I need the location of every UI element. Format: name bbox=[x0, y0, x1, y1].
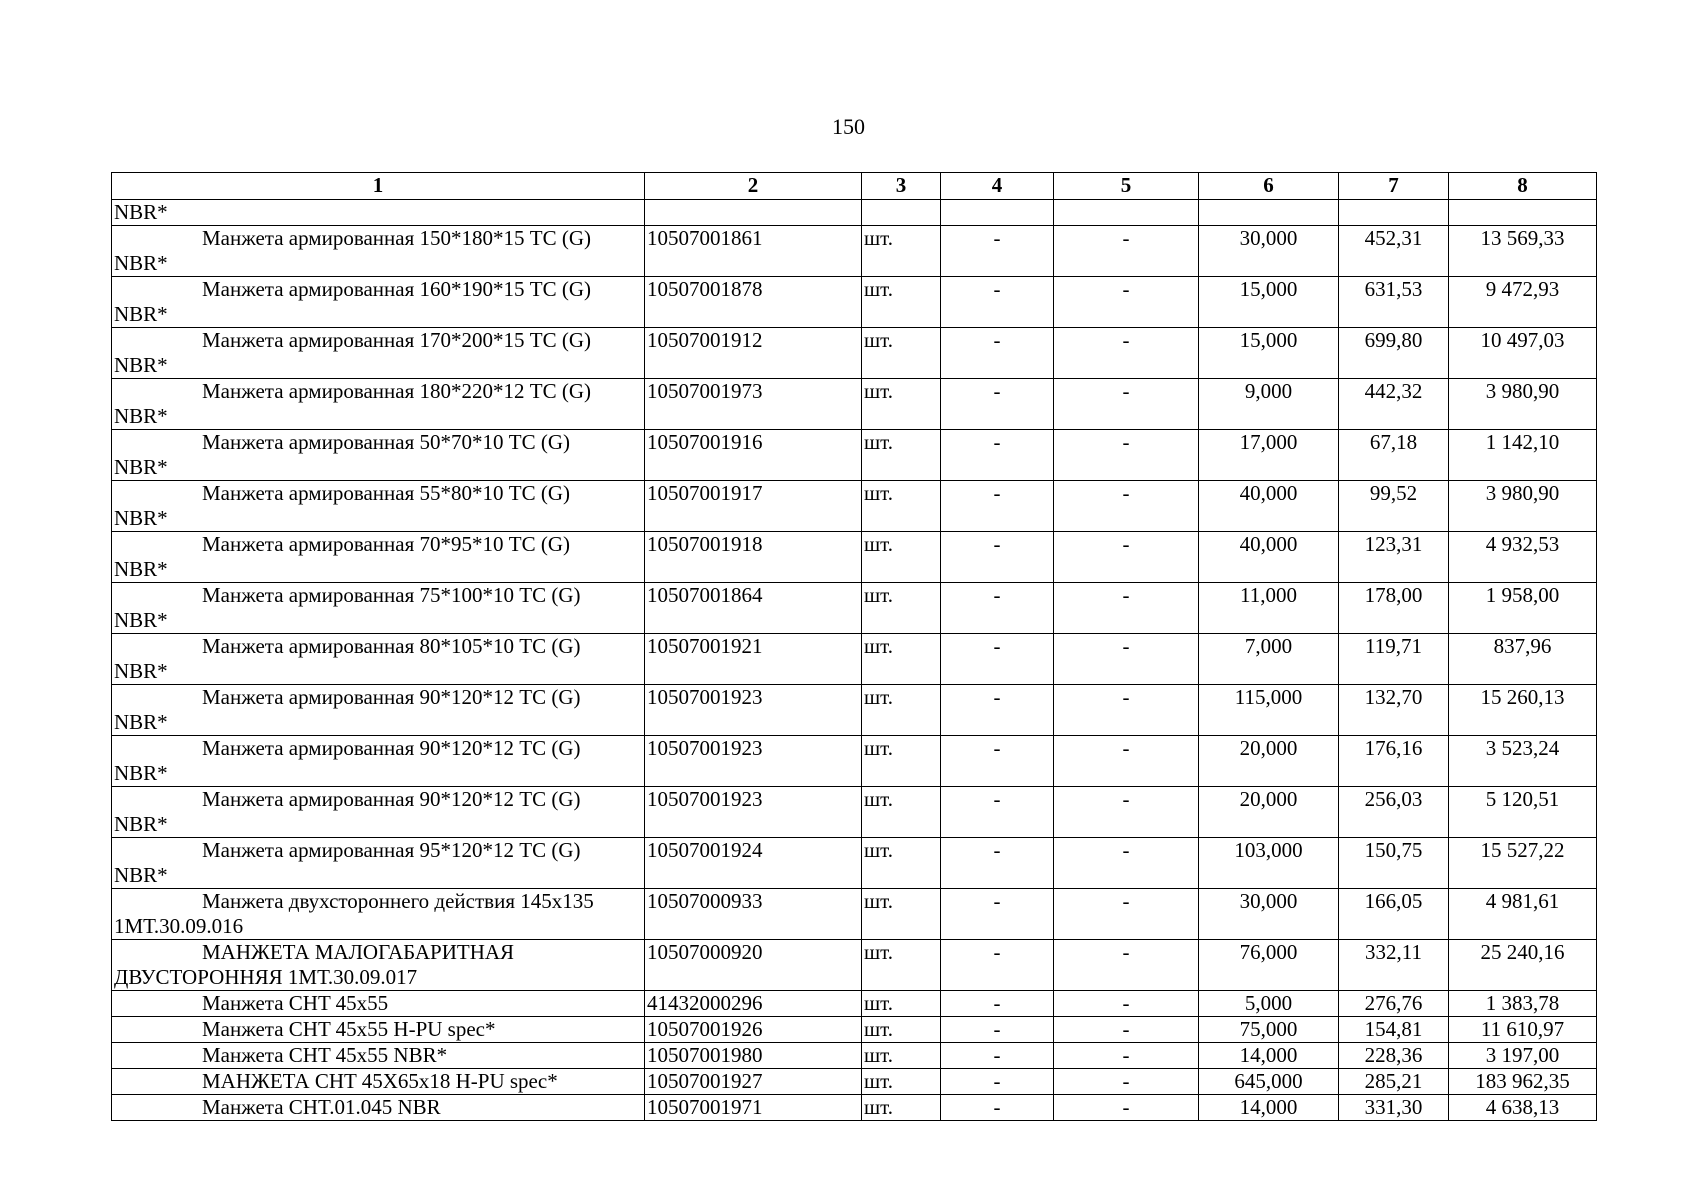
item-quantity: 20,000 bbox=[1199, 736, 1339, 787]
item-name-continuation: ДВУСТОРОННЯЯ 1МТ.30.09.017 bbox=[114, 965, 418, 989]
item-price: 176,16 bbox=[1339, 736, 1449, 787]
item-quantity: 40,000 bbox=[1199, 532, 1339, 583]
item-col4: - bbox=[941, 838, 1054, 889]
item-quantity: 7,000 bbox=[1199, 634, 1339, 685]
column-header: 4 bbox=[941, 173, 1054, 200]
table-row bbox=[112, 991, 1597, 1017]
item-col5: - bbox=[1054, 379, 1199, 430]
item-sum: 3 980,90 bbox=[1449, 379, 1597, 430]
column-header: 3 bbox=[862, 173, 941, 200]
item-col4: - bbox=[941, 685, 1054, 736]
item-name-line: Манжета армированная 150*180*15 TC (G) bbox=[202, 226, 591, 250]
item-unit: шт. bbox=[862, 1069, 941, 1095]
item-unit: шт. bbox=[862, 940, 941, 991]
item-name-line: МАНЖЕТА CHT 45X65x18 H-PU spec* bbox=[202, 1069, 558, 1093]
item-price: 631,53 bbox=[1339, 277, 1449, 328]
item-col5: - bbox=[1054, 685, 1199, 736]
item-name-continuation: NBR* bbox=[114, 608, 168, 632]
item-unit: шт. bbox=[862, 379, 941, 430]
item-col5: - bbox=[1054, 226, 1199, 277]
item-sum: 183 962,35 bbox=[1449, 1069, 1597, 1095]
item-col5: - bbox=[1054, 634, 1199, 685]
column-header: 5 bbox=[1054, 173, 1199, 200]
item-name bbox=[112, 1095, 645, 1121]
item-name-continuation: 1МТ.30.09.016 bbox=[114, 914, 244, 938]
item-col4: - bbox=[941, 1043, 1054, 1069]
item-name-line: Манжета армированная 75*100*10 TC (G) bbox=[202, 583, 581, 607]
item-name bbox=[112, 838, 645, 889]
item-name bbox=[112, 736, 645, 787]
item-quantity: 40,000 bbox=[1199, 481, 1339, 532]
item-col4: - bbox=[941, 991, 1054, 1017]
item-name bbox=[112, 940, 645, 991]
materials-table bbox=[111, 172, 1597, 1121]
item-col4: - bbox=[941, 532, 1054, 583]
item-col4: - bbox=[941, 583, 1054, 634]
item-col5: - bbox=[1054, 889, 1199, 940]
item-name-continuation: NBR* bbox=[114, 302, 168, 326]
item-price: 123,31 bbox=[1339, 532, 1449, 583]
item-sum: 10 497,03 bbox=[1449, 328, 1597, 379]
table-row bbox=[112, 200, 1597, 226]
item-quantity: 76,000 bbox=[1199, 940, 1339, 991]
table-row bbox=[112, 226, 1597, 277]
item-price: 256,03 bbox=[1339, 787, 1449, 838]
item-quantity: 20,000 bbox=[1199, 787, 1339, 838]
item-price: 99,52 bbox=[1339, 481, 1449, 532]
item-code: 10507001917 bbox=[645, 481, 862, 532]
item-price: 699,80 bbox=[1339, 328, 1449, 379]
header-row bbox=[112, 173, 1597, 200]
item-unit: шт. bbox=[862, 532, 941, 583]
item-unit: шт. bbox=[862, 889, 941, 940]
item-code: 10507001980 bbox=[645, 1043, 862, 1069]
item-code: 10507001973 bbox=[645, 379, 862, 430]
item-name bbox=[112, 889, 645, 940]
item-sum: 3 523,24 bbox=[1449, 736, 1597, 787]
item-price: 276,76 bbox=[1339, 991, 1449, 1017]
table-row bbox=[112, 889, 1597, 940]
item-col5: - bbox=[1054, 838, 1199, 889]
item-unit: шт. bbox=[862, 226, 941, 277]
item-col5: - bbox=[1054, 736, 1199, 787]
table-row bbox=[112, 328, 1597, 379]
item-sum: 1 958,00 bbox=[1449, 583, 1597, 634]
item-quantity: 30,000 bbox=[1199, 889, 1339, 940]
item-name-line: Манжета CHT 45x55 bbox=[202, 991, 389, 1015]
item-sum: 11 610,97 bbox=[1449, 1017, 1597, 1043]
item-name bbox=[112, 1017, 645, 1043]
item-col5: - bbox=[1054, 481, 1199, 532]
item-col4: - bbox=[941, 736, 1054, 787]
item-quantity: 17,000 bbox=[1199, 430, 1339, 481]
item-col5: - bbox=[1054, 1095, 1199, 1121]
item-unit: шт. bbox=[862, 1095, 941, 1121]
item-price: 132,70 bbox=[1339, 685, 1449, 736]
item-name-line: Манжета армированная 160*190*15 TC (G) bbox=[202, 277, 591, 301]
item-price: 285,21 bbox=[1339, 1069, 1449, 1095]
item-name-line: Манжета армированная 95*120*12 TC (G) bbox=[202, 838, 581, 862]
item-price: 154,81 bbox=[1339, 1017, 1449, 1043]
column-header: 1 bbox=[112, 173, 645, 200]
item-sum: 5 120,51 bbox=[1449, 787, 1597, 838]
item-quantity: 9,000 bbox=[1199, 379, 1339, 430]
item-quantity: 30,000 bbox=[1199, 226, 1339, 277]
item-unit: шт. bbox=[862, 481, 941, 532]
item-name-line: Манжета армированная 90*120*12 TC (G) bbox=[202, 736, 581, 760]
item-name-continuation: NBR* bbox=[114, 863, 168, 887]
item-price: 150,75 bbox=[1339, 838, 1449, 889]
item-unit: шт. bbox=[862, 736, 941, 787]
item-name-continuation: NBR* bbox=[114, 557, 168, 581]
item-col5: - bbox=[1054, 991, 1199, 1017]
item-name-continuation: NBR* bbox=[114, 506, 168, 530]
item-unit: шт. bbox=[862, 583, 941, 634]
item-unit: шт. bbox=[862, 634, 941, 685]
item-code: 10507001924 bbox=[645, 838, 862, 889]
item-name-continuation: NBR* bbox=[114, 404, 168, 428]
table-row bbox=[112, 838, 1597, 889]
item-col4: - bbox=[941, 430, 1054, 481]
item-col4: - bbox=[941, 787, 1054, 838]
item-col5: - bbox=[1054, 1043, 1199, 1069]
item-name-line: Манжета CHT 45x55 NBR* bbox=[202, 1043, 448, 1067]
column-header: 7 bbox=[1339, 173, 1449, 200]
item-col4: - bbox=[941, 940, 1054, 991]
page-number: 150 bbox=[832, 114, 865, 139]
item-quantity: 11,000 bbox=[1199, 583, 1339, 634]
item-sum: 9 472,93 bbox=[1449, 277, 1597, 328]
table-row bbox=[112, 685, 1597, 736]
item-col4: - bbox=[941, 1069, 1054, 1095]
item-name bbox=[112, 1069, 645, 1095]
item-name-line: Манжета армированная 90*120*12 TC (G) bbox=[202, 685, 581, 709]
item-quantity: 15,000 bbox=[1199, 277, 1339, 328]
item-name-line: МАНЖЕТА МАЛОГАБАРИТНАЯ bbox=[202, 940, 515, 964]
item-name bbox=[112, 226, 645, 277]
item-code: 10507001864 bbox=[645, 583, 862, 634]
item-name-continuation: NBR* bbox=[114, 659, 168, 683]
item-name-line: Манжета армированная 50*70*10 TC (G) bbox=[202, 430, 570, 454]
item-name-continuation: NBR* bbox=[112, 200, 645, 226]
item-name-line: Манжета армированная 70*95*10 TC (G) bbox=[202, 532, 570, 556]
item-col5: - bbox=[1054, 1069, 1199, 1095]
item-col4: - bbox=[941, 379, 1054, 430]
item-quantity: 14,000 bbox=[1199, 1095, 1339, 1121]
item-quantity: 15,000 bbox=[1199, 328, 1339, 379]
item-col4: - bbox=[941, 481, 1054, 532]
item-name bbox=[112, 481, 645, 532]
item-code: 10507001971 bbox=[645, 1095, 862, 1121]
table-row bbox=[112, 277, 1597, 328]
item-name-continuation: NBR* bbox=[114, 761, 168, 785]
item-col4: - bbox=[941, 277, 1054, 328]
item-sum: 837,96 bbox=[1449, 634, 1597, 685]
column-header: 8 bbox=[1449, 173, 1597, 200]
item-name bbox=[112, 634, 645, 685]
table-row bbox=[112, 1043, 1597, 1069]
item-col5: - bbox=[1054, 532, 1199, 583]
item-col5: - bbox=[1054, 430, 1199, 481]
item-name-continuation: NBR* bbox=[114, 353, 168, 377]
item-sum: 1 383,78 bbox=[1449, 991, 1597, 1017]
item-col4: - bbox=[941, 226, 1054, 277]
item-sum: 15 260,13 bbox=[1449, 685, 1597, 736]
item-name bbox=[112, 991, 645, 1017]
item-price: 332,11 bbox=[1339, 940, 1449, 991]
item-code: 10507001923 bbox=[645, 736, 862, 787]
item-name-continuation: NBR* bbox=[114, 455, 168, 479]
item-code: 10507001861 bbox=[645, 226, 862, 277]
table-row bbox=[112, 1017, 1597, 1043]
item-name-line: Манжета армированная 55*80*10 TC (G) bbox=[202, 481, 570, 505]
item-code: 10507001927 bbox=[645, 1069, 862, 1095]
table-row bbox=[112, 430, 1597, 481]
table-row bbox=[112, 379, 1597, 430]
item-code: 10507001912 bbox=[645, 328, 862, 379]
item-name-line: Манжета армированная 90*120*12 TC (G) bbox=[202, 787, 581, 811]
item-name-line: Манжета армированная 80*105*10 TC (G) bbox=[202, 634, 581, 658]
table-row bbox=[112, 787, 1597, 838]
item-name-line: Манжета двухстороннего действия 145x135 bbox=[202, 889, 594, 913]
item-name bbox=[112, 685, 645, 736]
item-sum: 1 142,10 bbox=[1449, 430, 1597, 481]
item-col5: - bbox=[1054, 277, 1199, 328]
item-sum: 25 240,16 bbox=[1449, 940, 1597, 991]
item-unit: шт. bbox=[862, 991, 941, 1017]
item-unit: шт. bbox=[862, 838, 941, 889]
item-quantity: 645,000 bbox=[1199, 1069, 1339, 1095]
item-col4: - bbox=[941, 889, 1054, 940]
item-name-line: Манжета CHT.01.045 NBR bbox=[202, 1095, 441, 1119]
item-code: 10507001923 bbox=[645, 787, 862, 838]
item-code: 10507000933 bbox=[645, 889, 862, 940]
item-name bbox=[112, 277, 645, 328]
table-row bbox=[112, 1095, 1597, 1121]
table-row bbox=[112, 481, 1597, 532]
item-name bbox=[112, 1043, 645, 1069]
item-price: 331,30 bbox=[1339, 1095, 1449, 1121]
item-unit: шт. bbox=[862, 430, 941, 481]
item-quantity: 5,000 bbox=[1199, 991, 1339, 1017]
item-sum: 15 527,22 bbox=[1449, 838, 1597, 889]
item-name bbox=[112, 583, 645, 634]
item-name bbox=[112, 328, 645, 379]
table-row bbox=[112, 532, 1597, 583]
item-name bbox=[112, 787, 645, 838]
item-unit: шт. bbox=[862, 787, 941, 838]
item-quantity: 14,000 bbox=[1199, 1043, 1339, 1069]
item-col5: - bbox=[1054, 1017, 1199, 1043]
table-row bbox=[112, 940, 1597, 991]
item-code: 10507001878 bbox=[645, 277, 862, 328]
item-unit: шт. bbox=[862, 685, 941, 736]
item-code: 10507001916 bbox=[645, 430, 862, 481]
item-price: 442,32 bbox=[1339, 379, 1449, 430]
item-col4: - bbox=[941, 328, 1054, 379]
table-row bbox=[112, 634, 1597, 685]
item-price: 228,36 bbox=[1339, 1043, 1449, 1069]
item-code: 10507001921 bbox=[645, 634, 862, 685]
item-code: 10507001923 bbox=[645, 685, 862, 736]
item-name-line: Манжета CHT 45x55 H-PU spec* bbox=[202, 1017, 496, 1041]
item-price: 166,05 bbox=[1339, 889, 1449, 940]
item-sum: 4 638,13 bbox=[1449, 1095, 1597, 1121]
item-quantity: 115,000 bbox=[1199, 685, 1339, 736]
item-unit: шт. bbox=[862, 328, 941, 379]
item-code: 10507001918 bbox=[645, 532, 862, 583]
item-quantity: 103,000 bbox=[1199, 838, 1339, 889]
item-code: 10507000920 bbox=[645, 940, 862, 991]
table-row bbox=[112, 583, 1597, 634]
item-col5: - bbox=[1054, 787, 1199, 838]
item-col5: - bbox=[1054, 583, 1199, 634]
table-row bbox=[112, 1069, 1597, 1095]
item-unit: шт. bbox=[862, 1043, 941, 1069]
item-code: 41432000296 bbox=[645, 991, 862, 1017]
item-price: 67,18 bbox=[1339, 430, 1449, 481]
item-unit: шт. bbox=[862, 277, 941, 328]
item-name bbox=[112, 430, 645, 481]
item-code: 10507001926 bbox=[645, 1017, 862, 1043]
item-sum: 3 980,90 bbox=[1449, 481, 1597, 532]
table-row bbox=[112, 736, 1597, 787]
item-price: 119,71 bbox=[1339, 634, 1449, 685]
item-sum: 4 981,61 bbox=[1449, 889, 1597, 940]
item-sum: 4 932,53 bbox=[1449, 532, 1597, 583]
item-quantity: 75,000 bbox=[1199, 1017, 1339, 1043]
item-unit: шт. bbox=[862, 1017, 941, 1043]
item-name-line: Манжета армированная 170*200*15 TC (G) bbox=[202, 328, 591, 352]
item-name bbox=[112, 379, 645, 430]
column-header: 6 bbox=[1199, 173, 1339, 200]
item-name-continuation: NBR* bbox=[114, 710, 168, 734]
column-header: 2 bbox=[645, 173, 862, 200]
item-sum: 3 197,00 bbox=[1449, 1043, 1597, 1069]
item-price: 178,00 bbox=[1339, 583, 1449, 634]
item-name bbox=[112, 532, 645, 583]
item-col5: - bbox=[1054, 328, 1199, 379]
item-price: 452,31 bbox=[1339, 226, 1449, 277]
item-name-line: Манжета армированная 180*220*12 TC (G) bbox=[202, 379, 591, 403]
item-col4: - bbox=[941, 634, 1054, 685]
item-col5: - bbox=[1054, 940, 1199, 991]
item-name-continuation: NBR* bbox=[114, 812, 168, 836]
item-sum: 13 569,33 bbox=[1449, 226, 1597, 277]
item-col4: - bbox=[941, 1095, 1054, 1121]
item-name-continuation: NBR* bbox=[114, 251, 168, 275]
item-col4: - bbox=[941, 1017, 1054, 1043]
